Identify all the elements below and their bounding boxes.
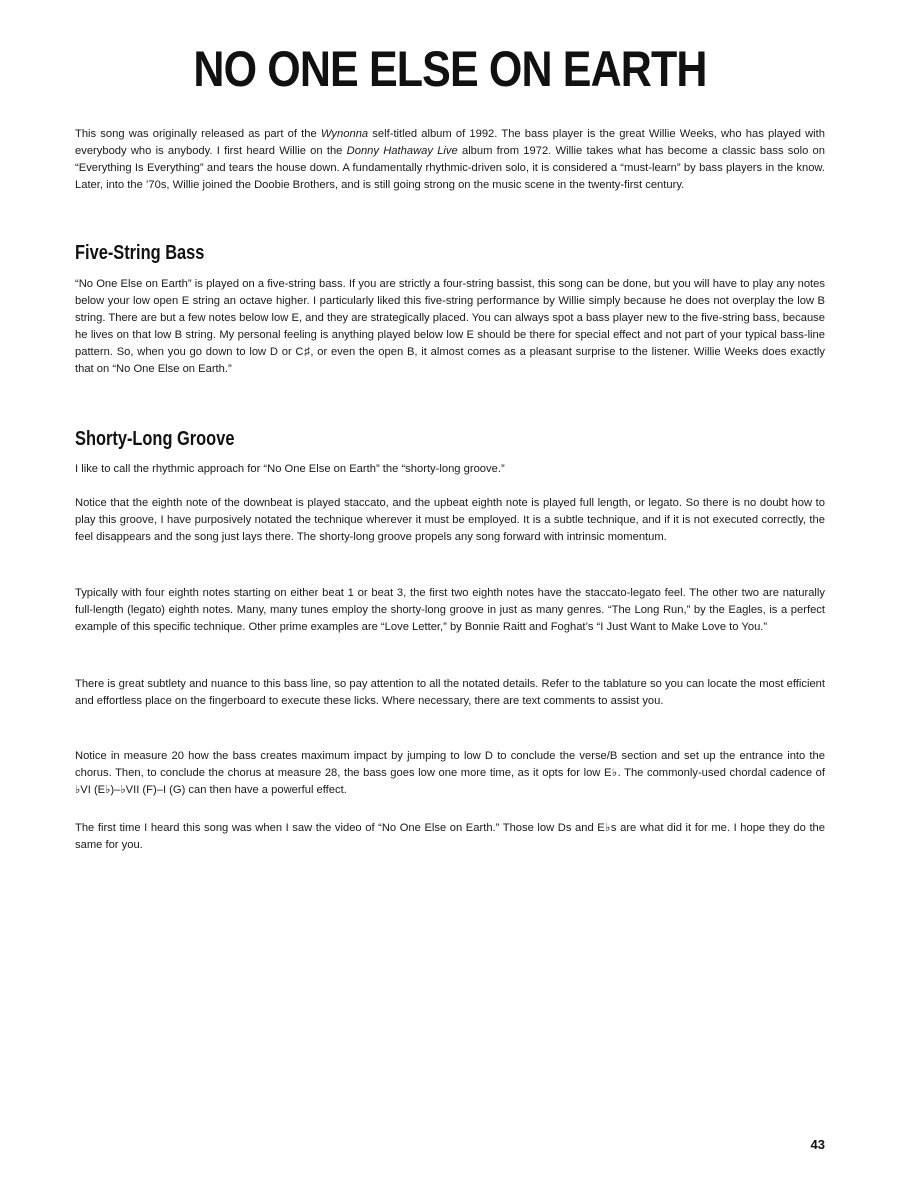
page-number: 43 xyxy=(810,1137,825,1152)
groove-paragraph-3: Typically with four eighth notes starting on either beat 1 or beat 3, the first two eighth notes have the staccato-legato feel. The other two are naturally full-length (legato) eighth notes. Many, many tunes employ the shorty-long groove in just as many genres. “The Long Run,” by the Eagles, is a perfect example of this specific technique. Other prime examples are “Love Letter,” by Bonnie Raitt and Foghat’s “I Just Want to Make Love to You.” xyxy=(75,587,825,633)
five-string-paragraph: “No One Else on Earth” is played on a five-string bass. If you are strictly a four-string bassist, this song can be done, but you will have to play any notes below your low open E string an octave higher. I particularly liked this five-string performance by Willie simply because he does not overplay the low B string. There are but a few notes below low E, and they are strategically placed. You can always spot a bass player new to the five-string bass, because he lives on that low B string. My personal feeling is anything played below low E should be there for special effect and not part of your typical bass-line pattern. So, when you go down to low D or C♯, or even the open B, it almost comes as a pleasant surprise to the listener. Willie Weeks does exactly that on “No One Else on Earth.” xyxy=(75,278,825,375)
album-title: Wynonna xyxy=(320,128,369,140)
groove-paragraph-2: Notice that the eighth note of the downbeat is played staccato, and the upbeat eighth note is played full length, or legato. So there is no doubt how to play this groove, I have purposively notated the technique wherever it must be employed. It is a subtle technique, and if it is not executed correctly, the feel disappears and the song just lays there. The shorty-long groove propels any song forward with intrinsic momentum. xyxy=(75,497,825,543)
section-heading-five-string-bass: Five-String Bass xyxy=(75,242,205,264)
intro-text-2: self-titled album of 1992. The bass player is the great Willie Weeks, who has played with everybody who is anybody. I first heard Willie on the xyxy=(75,128,825,157)
page-title: NO ONE ELSE ON EARTH xyxy=(193,41,707,97)
groove-paragraph-6: The first time I heard this song was when I saw the video of “No One Else on Earth.” Those low Ds and E♭s are what did it for me. I hope they do the same for you. xyxy=(75,822,825,851)
groove-paragraph-4: There is great subtlety and nuance to this bass line, so pay attention to all the notated details. Refer to the tablature so you can locate the most efficient and effortless place on the fingerboard to execute these licks. Where necessary, there are text comments to assist you. xyxy=(75,678,825,707)
live-album-title: Donny Hathaway Live xyxy=(346,145,458,157)
groove-paragraph-1: I like to call the rhythmic approach for “No One Else on Earth” the “shorty-long groove.” xyxy=(75,463,505,475)
groove-paragraph-5: Notice in measure 20 how the bass creates maximum impact by jumping to low D to conclude the verse/B section and set up the entrance into the chorus. Then, to conclude the chorus at measure 28, the bass goes low one more time, as it opts for low E♭. The commonly-used chordal cadence of ♭VI (E♭)–♭VII (F)–I (G) can then have a powerful effect. xyxy=(75,750,825,796)
intro-paragraph xyxy=(75,126,825,194)
section-heading-shorty-long-groove: Shorty-Long Groove xyxy=(75,428,235,450)
intro-text-3: album from 1972. Willie takes what has become a classic bass solo on “Everything Is Everything” and tears the house down. A fundamentally rhythmic-driven solo, it is considered a “must-learn” by bass players in the know. Later, into the ’70s, Willie joined the Doobie Brothers, and is still going strong on the music scene in the twenty-first century. xyxy=(75,145,825,191)
intro-text-1: This song was originally released as part of the xyxy=(75,128,321,140)
